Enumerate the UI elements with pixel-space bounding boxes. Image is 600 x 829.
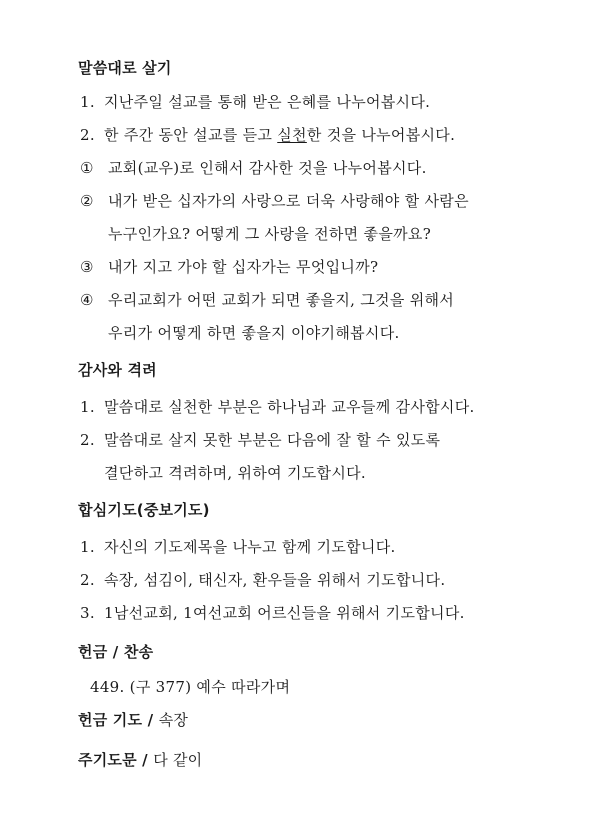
item-text: 내가 지고 가야 할 십자가는 무엇입니까? (108, 258, 379, 276)
item-number: ② (80, 192, 94, 210)
item-text-post: 한 것을 나누어봅시다. (306, 126, 456, 144)
prayer-item-3 (80, 603, 465, 623)
item-text: 말씀대로 살지 못한 부분은 다음에 잘 할 수 있도록 (104, 431, 441, 449)
item-number: ① (80, 159, 94, 177)
section-title-offering-prayer (78, 710, 188, 730)
item-text: 속장, 섬김이, 태신자, 환우들을 위해서 기도합니다. (104, 571, 446, 589)
thanks-question-2-cont: 결단하고 격려하며, 위하여 기도합시다. (104, 464, 366, 482)
item-text-underlined: 실천 (277, 126, 307, 144)
item-number: 2. (80, 571, 95, 589)
word-circled-2-cont: 누구인가요? 어떻게 그 사랑을 전하면 좋을까요? (108, 225, 432, 243)
item-number: 1. (80, 538, 95, 556)
item-text: 지난주일 설교를 통해 받은 은혜를 나누어봅시다. (104, 93, 431, 111)
item-text: 내가 받은 십자가의 사랑으로 더욱 사랑해야 할 사람은 (108, 192, 469, 210)
word-circled-4 (80, 290, 454, 310)
hymn-line: 449. (구 377) 예수 따라가며 (90, 678, 291, 696)
word-circled-3 (80, 257, 378, 277)
word-circled-2 (80, 191, 469, 211)
item-number: ④ (80, 291, 94, 309)
heading-value: 속장 (158, 711, 189, 729)
prayer-item-2 (80, 570, 445, 590)
item-number: 3. (80, 604, 95, 622)
thanks-question-2 (80, 430, 440, 450)
word-question-1 (80, 92, 430, 112)
heading-label: 주기도문 / (78, 751, 154, 769)
item-number: 2. (80, 431, 95, 449)
section-title-prayer: 합심기도(중보기도) (78, 501, 210, 519)
word-circled-1 (80, 158, 427, 178)
thanks-question-1 (80, 397, 475, 417)
word-circled-4-cont: 우리가 어떻게 하면 좋을지 이야기해봅시다. (108, 324, 400, 342)
heading-label: 헌금 기도 / (78, 711, 159, 729)
prayer-item-1 (80, 537, 396, 557)
item-text: 우리교회가 어떤 교회가 되면 좋을지, 그것을 위해서 (108, 291, 455, 309)
item-text: 말씀대로 실천한 부분은 하나님과 교우들께 감사합시다. (104, 398, 475, 416)
word-question-2 (80, 125, 455, 145)
item-text: 자신의 기도제목을 나누고 함께 기도합니다. (104, 538, 396, 556)
heading-value: 다 같이 (153, 751, 203, 769)
item-text: 1남선교회, 1여선교회 어르신들을 위해서 기도합니다. (104, 604, 465, 622)
item-number: 1. (80, 398, 95, 416)
section-title-lords-prayer (78, 750, 202, 770)
section-title-offering: 헌금 / 찬송 (78, 643, 154, 661)
section-title-word: 말씀대로 살기 (78, 59, 172, 77)
item-number: 2. (80, 126, 95, 144)
item-text: 교회(교우)로 인해서 감사한 것을 나누어봅시다. (108, 159, 427, 177)
item-number: ③ (80, 258, 94, 276)
item-number: 1. (80, 93, 95, 111)
item-text-pre: 한 주간 동안 설교를 듣고 (104, 126, 278, 144)
section-title-thanks: 감사와 격려 (78, 361, 157, 379)
